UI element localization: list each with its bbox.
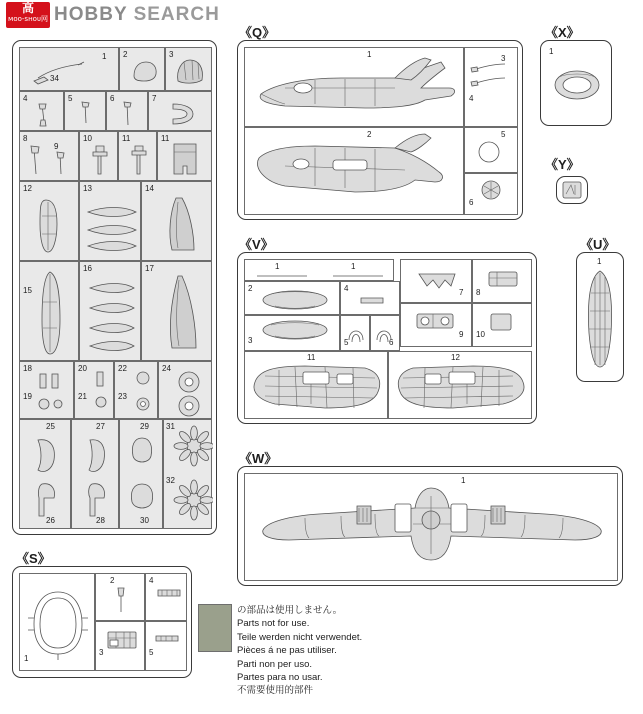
part-cell-13 [19,181,79,261]
part-number-1: 34 [50,74,59,83]
part-number-x1: 1 [549,47,554,56]
part-shape-v9 [401,304,473,348]
part-cell-v12 [388,351,532,419]
part-shape-16 [20,262,80,362]
part-shape-q5 [465,128,519,174]
part-cell-q3 [464,47,518,127]
part-shape-v6 [371,316,401,352]
part-number-5: 5 [68,94,73,103]
part-number-27: 26 [46,516,55,525]
part-cell-s2 [95,573,145,621]
watermark-badge-char: 高 [21,1,34,15]
part-number-9: 9 [54,142,59,151]
sprue-U [576,252,624,382]
part-cell-q5 [464,127,518,173]
legend-text [237,604,477,698]
part-number-s1: 1 [24,654,29,663]
part-cell-10 [79,131,118,181]
part-shape-x1 [541,41,613,127]
part-shape-28 [72,420,120,530]
part-number-v6: 6 [389,338,394,347]
part-number-v12: 12 [451,353,460,362]
part-number-10: 10 [83,134,92,143]
part-shape-v1 [245,260,395,282]
part-number-20: 19 [23,392,32,401]
part-cell-25 [158,361,212,419]
part-cell-19 [19,361,74,419]
sprue-X [540,40,612,126]
part-number-q5: 5 [501,130,506,139]
sprue-V [237,252,537,424]
part-number-u1: 1 [597,257,602,266]
part-number-13: 12 [23,184,32,193]
part-cell-26 [19,419,71,529]
part-shape-12 [158,132,213,182]
part-number-v5: 5 [344,338,349,347]
part-number-s2: 2 [110,576,115,585]
part-shape-s5 [146,622,188,672]
part-number-30: 29 [140,422,149,431]
watermark-badge-sub: ᴍᴏᴏ-sʜᴏᴜ网 [8,15,48,23]
part-shape-y1 [557,177,589,205]
part-shape-v5 [341,316,371,352]
part-number-s3: 3 [99,648,104,657]
part-number-14: 13 [83,184,92,193]
part-shape-s3 [96,622,146,672]
part-shape-v7 [401,260,473,304]
part-number-7: 7 [152,94,157,103]
part-shape-21 [75,362,115,420]
part-shape-q2 [245,128,465,216]
part-shape-13 [20,182,80,262]
part-shape-v8 [473,260,533,304]
part-number-3: 3 [169,50,174,59]
part-number-1b: 1 [102,52,107,61]
part-shape-6 [107,92,149,132]
part-cell-s4 [145,573,187,621]
part-cell-5 [64,91,106,131]
part-cell-v9 [400,303,472,347]
part-number-q2: 2 [367,130,372,139]
part-shape-v2 [245,282,341,316]
watermark-badge [6,2,50,28]
legend-line-en: Parts not for use. [237,618,310,630]
part-cell-v4 [340,281,400,315]
part-number-v1b: 1 [351,262,356,271]
part-shape-q1 [245,48,465,128]
part-cell-v8 [472,259,532,303]
part-shape-u1 [577,253,625,383]
part-shape-2 [120,48,166,92]
legend-line-de: Teile werden nicht verwendet. [237,631,363,643]
part-number-v11: 11 [307,353,316,362]
part-shape-26 [20,420,72,530]
sprue-x-label: 《X》 [545,25,580,40]
part-cell-17 [79,261,141,361]
part-number-s4: 4 [149,576,154,585]
part-number-4: 4 [23,94,28,103]
legend-line-it: Parti non per uso. [237,658,312,670]
unused-parts-swatch [198,604,232,652]
part-number-8: 8 [23,134,28,143]
sprue-w-label: 《W》 [239,451,278,466]
sprue-v-label: 《V》 [239,237,274,252]
part-shape-10 [80,132,119,182]
part-cell-21 [74,361,114,419]
part-number-v4: 4 [344,284,349,293]
part-number-24: 23 [118,392,127,401]
part-shape-s4 [146,574,188,622]
part-shape-25 [159,362,213,420]
watermark-word-2: SEARCH [133,4,220,25]
part-number-q4: 4 [469,94,474,103]
part-number-31: 30 [140,516,149,525]
part-number-v8: 8 [476,288,481,297]
part-cell-6 [106,91,148,131]
part-cell-4 [19,91,64,131]
part-number-2: 2 [123,50,128,59]
part-number-v3: 3 [248,336,253,345]
part-cell-2 [119,47,165,91]
part-number-18: 17 [145,264,154,273]
part-shape-32 [164,420,213,530]
part-shape-7 [149,92,213,132]
part-shape-5 [65,92,107,132]
part-shape-17 [80,262,142,362]
part-cell-v3 [244,315,340,351]
sprue-left [12,40,217,535]
watermark-title [54,4,220,26]
part-shape-s1 [20,574,96,672]
part-cell-12 [157,131,212,181]
part-cell-v2 [244,281,340,315]
part-shape-23 [115,362,159,420]
part-number-v10: 10 [476,330,485,339]
part-cell-q2 [244,127,464,215]
sprue-s-label: 《S》 [16,551,51,566]
part-cell-v-top-left [244,259,394,281]
watermark-word-1: HOBBY [54,4,128,25]
part-number-15: 14 [145,184,154,193]
part-shape-v10 [473,304,533,348]
part-number-29: 28 [96,516,105,525]
sprue-W [237,466,623,586]
part-cell-q1 [244,47,464,127]
part-number-32: 31 [166,422,175,431]
sprue-u-label: 《U》 [580,237,616,252]
part-cell-1 [19,47,119,91]
part-number-16: 15 [23,286,32,295]
part-cell-v10 [472,303,532,347]
sprue-S [12,566,192,678]
part-shape-v4 [341,282,401,316]
part-shape-q3 [465,48,519,128]
part-cell-v7 [400,259,472,303]
part-number-v1a: 1 [275,262,280,271]
part-number-33: 32 [166,476,175,485]
part-number-q6: 6 [469,198,474,207]
part-number-25: 24 [162,364,171,373]
part-shape-19 [20,362,75,420]
legend-line-es: Partes para no usar. [237,672,323,684]
part-shape-v3 [245,316,341,352]
part-number-v2: 2 [248,284,253,293]
part-shape-30 [120,420,164,530]
part-number-28: 27 [96,422,105,431]
part-cell-v5 [340,315,370,351]
part-number-21: 20 [78,364,87,373]
part-shape-q6 [465,174,519,216]
part-cell-8 [19,131,79,181]
part-number-s5: 5 [149,648,154,657]
part-number-26: 25 [46,422,55,431]
part-cell-v6 [370,315,400,351]
part-cell-3 [165,47,212,91]
part-shape-3 [166,48,213,92]
part-number-q3: 3 [501,54,506,63]
part-cell-w1 [244,473,618,581]
sprue-Y [556,176,588,204]
sprue-q-label: 《Q》 [239,25,276,40]
part-cell-s5 [145,621,187,671]
watermark [6,2,220,28]
part-number-q1: 1 [367,50,372,59]
part-shape-11 [119,132,158,182]
part-cell-15 [141,181,212,261]
part-shape-w1 [245,474,619,582]
part-cell-16 [19,261,79,361]
part-number-17: 16 [83,264,92,273]
part-cell-s3 [95,621,145,671]
part-shape-18 [142,262,213,362]
part-cell-q6 [464,173,518,215]
part-number-v7: 7 [459,288,464,297]
legend-line-zh: 不需要使用的部件 [237,685,314,697]
part-shape-14 [80,182,142,262]
part-shape-4 [20,92,65,132]
part-shape-15 [142,182,213,262]
sprue-y-label: 《Y》 [545,157,580,172]
part-shape-s2 [96,574,146,622]
legend-line-fr: Pièces á ne pas utiliser. [237,645,337,657]
part-cell-28 [71,419,119,529]
part-shape-8 [20,132,80,182]
legend-line-ja: の部品は使用しません。 [237,605,343,616]
part-cell-30 [119,419,163,529]
part-shape-v11 [245,352,389,420]
part-number-22: 21 [78,392,87,401]
part-number-12: 11 [161,134,170,143]
part-cell-v11 [244,351,388,419]
part-cell-32 [163,419,212,529]
part-number-19: 18 [23,364,32,373]
part-cell-18 [141,261,212,361]
part-number-w1: 1 [461,476,466,485]
part-cell-7 [148,91,212,131]
part-number-23: 22 [118,364,127,373]
part-shape-v12 [389,352,533,420]
part-number-6: 6 [110,94,115,103]
part-cell-23 [114,361,158,419]
part-cell-s1 [19,573,95,671]
part-number-11: 11 [122,134,131,143]
part-cell-14 [79,181,141,261]
part-cell-11 [118,131,157,181]
part-number-v9: 9 [459,330,464,339]
sprue-Q [237,40,523,220]
